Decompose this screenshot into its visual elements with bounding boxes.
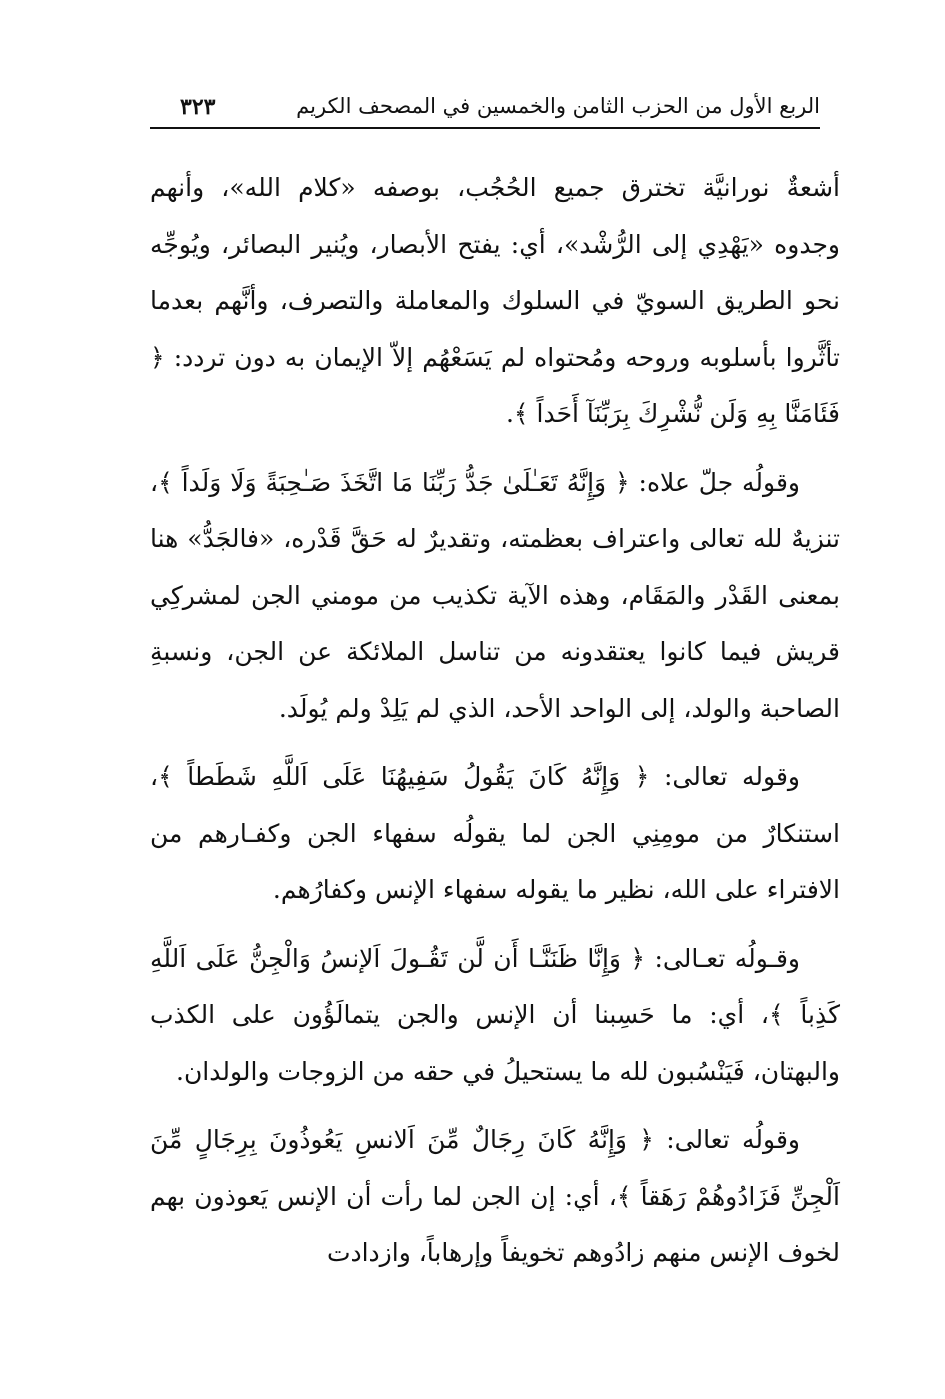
- paragraph-1: أشعةٌ نورانيَّة تخترق جميع الحُجُب، بوصفه «كلام الله»، وأنهم وجدوه «يَهْدِي إلى الرُّشْد»، أي: يفتح الأبصار، ويُنير البصائر، ويُوجِّه نحو الطريق السويّ في السلوك والمعاملة والتصرف، وأنَّهم بعدما تأثَّروا بأسلوبه وروحه ومُحتواه لم يَسَعْهُم إلاّ الإيمان به دون تردد: ﴿ فَئَامَنَّا بِهِ وَلَن نُّشْرِكَ بِرَبِّنَآ أَحَداً ﴾.: [150, 173, 840, 428]
- paragraph-4: وقـولُه تعـالى: ﴿ وَإِنَّا ظَنَنَّـا أَن لَّن تَقُـولَ اَلإنسُ وَالْجِنُّ عَلَى اَللَّهِ كَذِباً ﴾، أي: ما حَسِبنا أن الإنس والجن يتمالَؤُون على الكذب والبهتان، فَيَنْسُبون لله ما يستحيلُ في حقه من الزوجات والولدان.: [150, 943, 840, 1086]
- header-title: الربع الأول من الحزب الثامن والخمسين في المصحف الكريم: [296, 94, 820, 118]
- running-header: [150, 86, 820, 126]
- paragraph-5: وقولُه تعالى: ﴿ وَإِنَّهُ كَانَ رِجَالٌ مِّنَ اَلانسِ يَعُوذُونَ بِرِجَالٍ مِّنَ اَلْجِنِّ فَزَادُوهُمْ رَهَقاً ﴾، أي: إن الجن لما رأت أن الإنس يَعوذون بهم لخوف الإنس منهم زادُوهم تخويفاً وإرهاباً، وازدادت: [150, 1125, 840, 1267]
- paragraph-3: وقوله تعالى: ﴿ وَإِنَّهُ كَانَ يَقُولُ سَفِيهُنَا عَلَى اَللَّهِ شَطَطاً ﴾، استنكارٌ من مومِنِي الجن لما يقولُه سفهاء الجن وكفـارهم من الافتراء على الله، نظير ما يقوله سفهاء الإنس وكفارُهم.: [150, 762, 840, 904]
- page-number: ٣٢٣: [180, 94, 216, 120]
- header-divider: [150, 127, 820, 129]
- paragraph-2: وقولُه جلّ علاه: ﴿ وَإِنَّهُ تَعَـٰلَىٰ جَدُّ رَبِّنَا مَا اتَّخَذَ صَـٰحِبَةً وَلَا وَلَداً ﴾، تنزيهٌ لله تعالى واعتراف بعظمته، وتقديرٌ له حَقَّ قَدْره، «فالجَدُّ» هنا بمعنى القَدْر والمَقَام، وهذه الآية تكذيب من مومني الجن لمشركِي قريش فيما كانوا يعتقدونه من تناسل الملائكة عن الجن، ونسبةِ الصاحبة والولد، إلى الواحد الأحد، الذي لم يَلِدْ ولم يُولَد.: [150, 467, 840, 723]
- body-text: [150, 160, 840, 1282]
